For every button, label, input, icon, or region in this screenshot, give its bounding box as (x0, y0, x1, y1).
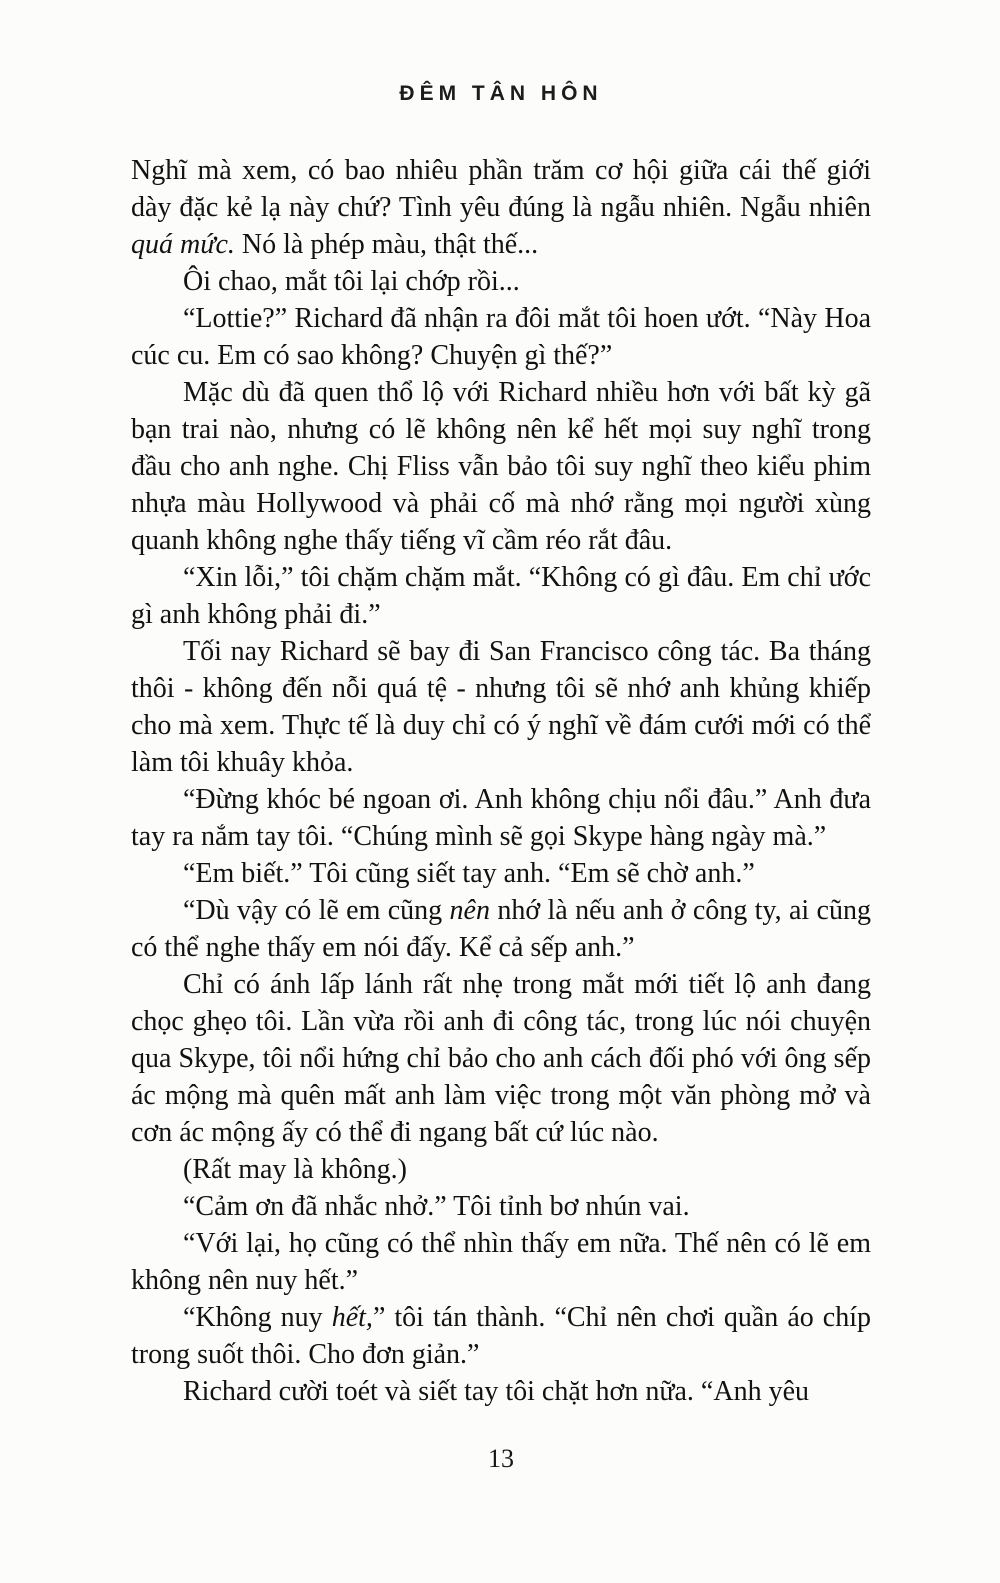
text-segment: nhớ là nếu anh ở công ty, ai cũng có thể nghe thấy em nói đấy. Kể cả sếp anh.” (131, 895, 871, 963)
paragraph (131, 1151, 871, 1188)
paragraph (131, 966, 871, 1151)
page-number: 13 (488, 1444, 514, 1473)
paragraph (131, 633, 871, 781)
text-segment: “Đừng khóc bé ngoan ơi. Anh không chịu nổi đâu.” Anh đưa tay ra nắm tay tôi. “Chúng mình sẽ gọi Skype hàng ngày mà.” (131, 784, 871, 852)
text-segment: “Dù vậy có lẽ em cũng (183, 895, 450, 926)
paragraph (131, 559, 871, 633)
text-segment: Mặc dù đã quen thổ lộ với Richard nhiều hơn với bất kỳ gã bạn trai nào, nhưng có lẽ không nên kể hết mọi suy nghĩ trong đầu cho anh nghe. Chị Fliss vẫn bảo tôi suy nghĩ theo kiểu phim nhựa màu Hollywood và phải cố mà nhớ rằng mọi người xùng quanh không nghe thấy tiếng vĩ cầm réo rắt đâu. (131, 377, 871, 556)
text-segment: Ôi chao, mắt tôi lại chớp rồi... (183, 266, 520, 297)
text-segment: Richard cười toét và siết tay tôi chặt hơn nữa. “Anh yêu (183, 1376, 810, 1407)
paragraph (131, 892, 871, 966)
text-segment: “Xin lỗi,” tôi chặm chặm mắt. “Không có gì đâu. Em chỉ ước gì anh không phải đi.” (131, 562, 871, 630)
text-segment: “Lottie?” Richard đã nhận ra đôi mắt tôi hoen ướt. “Này Hoa cúc cu. Em có sao không? Chuyện gì thế?” (131, 303, 871, 371)
italic-text-segment: quá mức. (131, 229, 235, 260)
paragraph (131, 263, 871, 300)
paragraph (131, 1373, 871, 1410)
paragraph (131, 855, 871, 892)
text-segment: “Em biết.” Tôi cũng siết tay anh. “Em sẽ chờ anh.” (183, 858, 755, 889)
text-segment: Nó là phép màu, thật thế... (234, 229, 539, 260)
paragraph (131, 1299, 871, 1373)
text-segment: ” tôi tán thành. “Chỉ nên chơi quần áo chíp trong suốt thôi. Cho đơn giản.” (131, 1302, 871, 1370)
text-segment: “Cảm ơn đã nhắc nhở.” Tôi tỉnh bơ nhún vai. (183, 1191, 690, 1222)
paragraph (131, 781, 871, 855)
body-text (131, 152, 871, 1410)
text-segment: “Không nuy (183, 1302, 332, 1333)
paragraph (131, 1225, 871, 1299)
paragraph (131, 1188, 871, 1225)
paragraph (131, 374, 871, 559)
italic-text-segment: nên (449, 895, 490, 926)
text-segment: Nghĩ mà xem, có bao nhiêu phần trăm cơ hội giữa cái thế giới dày đặc kẻ lạ này chứ? Tình yêu đúng là ngẫu nhiên. Ngẫu nhiên (131, 155, 871, 223)
text-segment: Chỉ có ánh lấp lánh rất nhẹ trong mắt mới tiết lộ anh đang chọc ghẹo tôi. Lần vừa rồi anh đi công tác, trong lúc nói chuyện qua Skype, tôi nổi hứng chỉ bảo cho anh cách đối phó với ông sếp ác mộng mà quên mất anh làm việc trong một văn phòng mở và cơn ác mộng ấy có thể đi ngang bất cứ lúc nào. (131, 969, 871, 1148)
italic-text-segment: hết, (331, 1302, 373, 1333)
text-segment: Tối nay Richard sẽ bay đi San Francisco công tác. Ba tháng thôi - không đến nỗi quá tệ - nhưng tôi sẽ nhớ anh khủng khiếp cho mà xem. Thực tế là duy chỉ có ý nghĩ về đám cưới mới có thể làm tôi khuây khỏa. (131, 636, 871, 778)
running-head: ĐÊM TÂN HÔN (399, 82, 603, 105)
text-segment: (Rất may là không.) (183, 1154, 407, 1185)
paragraph (131, 152, 871, 263)
paragraph (131, 300, 871, 374)
text-segment: “Với lại, họ cũng có thể nhìn thấy em nữa. Thế nên có lẽ em không nên nuy hết.” (131, 1228, 871, 1296)
